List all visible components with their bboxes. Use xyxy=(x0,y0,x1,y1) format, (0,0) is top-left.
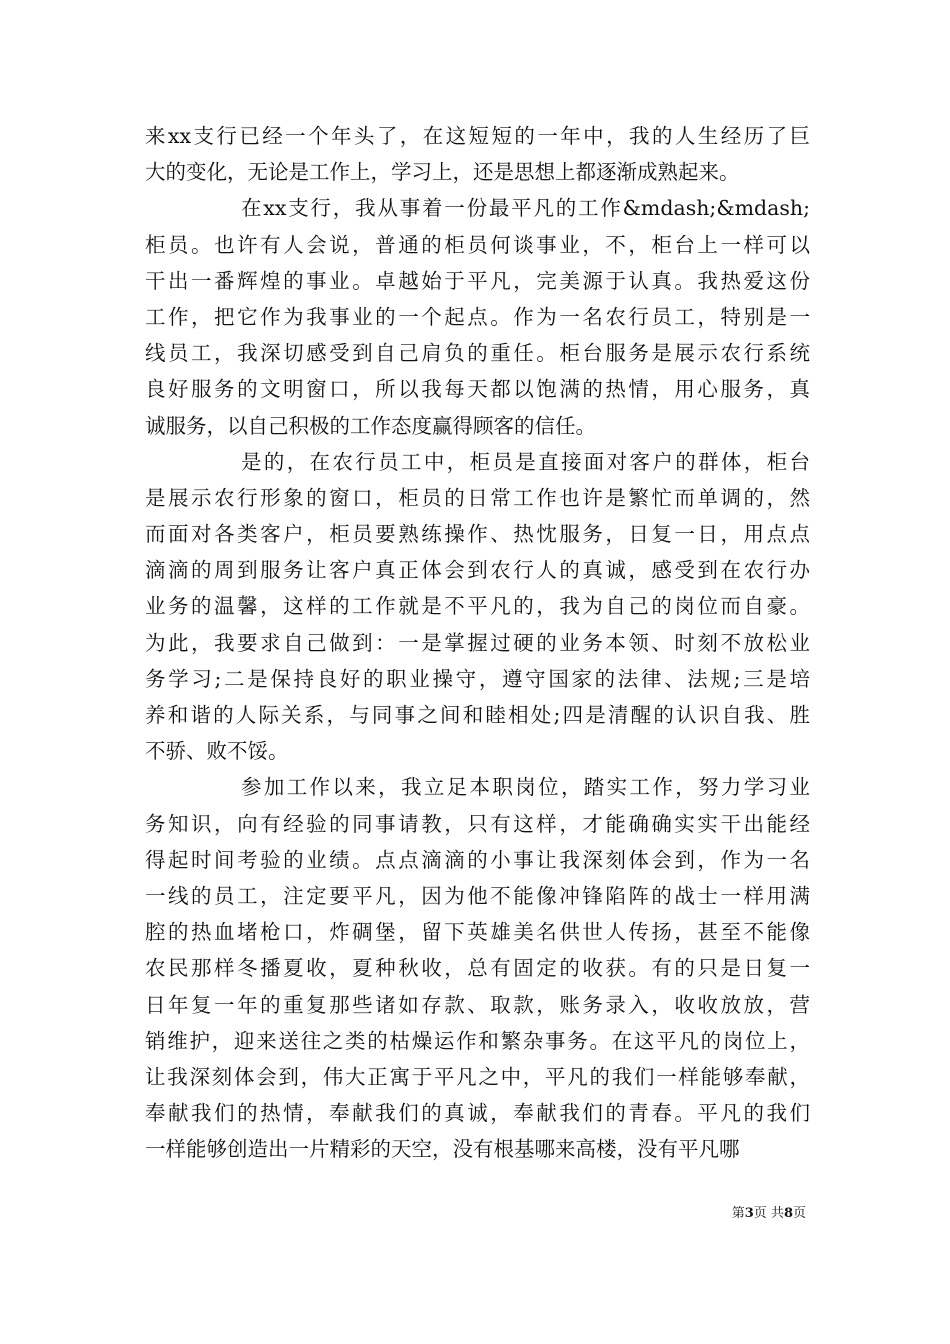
text-line: 让我深刻体会到，伟大正寓于平凡之中，平凡的我们一样能够奉献， xyxy=(145,1064,810,1089)
footer-current-page: 3 xyxy=(744,1206,754,1221)
text-line: 一线的员工，注定要平凡，因为他不能像冲锋陷阵的战士一样用满 xyxy=(145,883,810,908)
paragraph xyxy=(145,190,810,443)
footer-total-pages: 8 xyxy=(783,1206,793,1221)
text-line: 为此，我要求自己做到：一是掌握过硬的业务本领、时刻不放松业 xyxy=(145,630,810,655)
text-line: 在xx支行，我从事着一份最平凡的工作&mdash;&mdash; xyxy=(241,196,810,221)
footer-middle: 页 共 xyxy=(753,1206,784,1221)
text-line: 是的，在农行员工中，柜员是直接面对客户的群体，柜台 xyxy=(241,449,810,474)
text-line: 日年复一年的重复那些诸如存款、取款，账务录入，收收放放，营 xyxy=(145,992,810,1017)
footer-suffix: 页 xyxy=(792,1206,806,1221)
paragraph xyxy=(145,444,810,770)
text-line: 来xx支行已经一个年头了，在这短短的一年中，我的人生经历了巨 xyxy=(145,124,810,148)
text-line: 一样能够创造出一片精彩的天空，没有根基哪来高楼，没有平凡哪 xyxy=(145,1137,740,1162)
paragraph xyxy=(145,118,810,190)
text-line: 务学习;二是保持良好的职业操守，遵守国家的法律、法规;三是培 xyxy=(145,666,810,691)
page-footer xyxy=(732,1202,806,1221)
text-line: 农民那样冬播夏收，夏种秋收，总有固定的收获。有的只是日复一 xyxy=(145,956,810,981)
text-line: 柜员。也许有人会说，普通的柜员何谈事业，不，柜台上一样可以 xyxy=(145,232,810,257)
text-line: 诚服务，以自己积极的工作态度赢得顾客的信任。 xyxy=(145,413,596,438)
text-line: 务知识，向有经验的同事请教，只有这样，才能确确实实干出能经 xyxy=(145,811,810,836)
text-line: 工作，把它作为我事业的一个起点。作为一名农行员工，特别是一 xyxy=(145,304,810,329)
text-line: 得起时间考验的业绩。点点滴滴的小事让我深刻体会到，作为一名 xyxy=(145,847,810,872)
text-line: 养和谐的人际关系，与同事之间和睦相处;四是清醒的认识自我、胜 xyxy=(145,703,810,727)
text-line: 销维护，迎来送往之类的枯燥运作和繁杂事务。在这平凡的岗位上， xyxy=(145,1028,810,1053)
text-line: 业务的温馨，这样的工作就是不平凡的，我为自己的岗位而自豪。 xyxy=(145,594,810,619)
text-line: 腔的热血堵枪口，炸碉堡，留下英雄美名供世人传扬，甚至不能像 xyxy=(145,920,810,945)
text-line: 不骄、败不馁。 xyxy=(145,739,289,764)
text-line: 参加工作以来，我立足本职岗位，踏实工作，努力学习业 xyxy=(241,775,810,800)
paragraph xyxy=(145,769,810,1167)
text-line: 大的变化，无论是工作上，学习上，还是思想上都逐渐成熟起来。 xyxy=(145,160,740,185)
text-line: 滴滴的周到服务让客户真正体会到农行人的真诚，感受到在农行办 xyxy=(145,558,810,583)
text-line: 线员工，我深切感受到自己肩负的重任。柜台服务是展示农行系统 xyxy=(145,341,810,366)
footer-prefix: 第 xyxy=(731,1206,745,1221)
text-line: 而面对各类客户，柜员要熟练操作、热忱服务，日复一日，用点点 xyxy=(145,522,810,547)
text-line: 奉献我们的热情，奉献我们的真诚，奉献我们的青春。平凡的我们 xyxy=(145,1101,810,1126)
document-body xyxy=(145,118,810,1167)
text-line: 干出一番辉煌的事业。卓越始于平凡，完美源于认真。我热爱这份 xyxy=(145,268,810,293)
text-line: 良好服务的文明窗口，所以我每天都以饱满的热情，用心服务，真 xyxy=(145,377,810,402)
text-line: 是展示农行形象的窗口，柜员的日常工作也许是繁忙而单调的，然 xyxy=(145,485,810,510)
